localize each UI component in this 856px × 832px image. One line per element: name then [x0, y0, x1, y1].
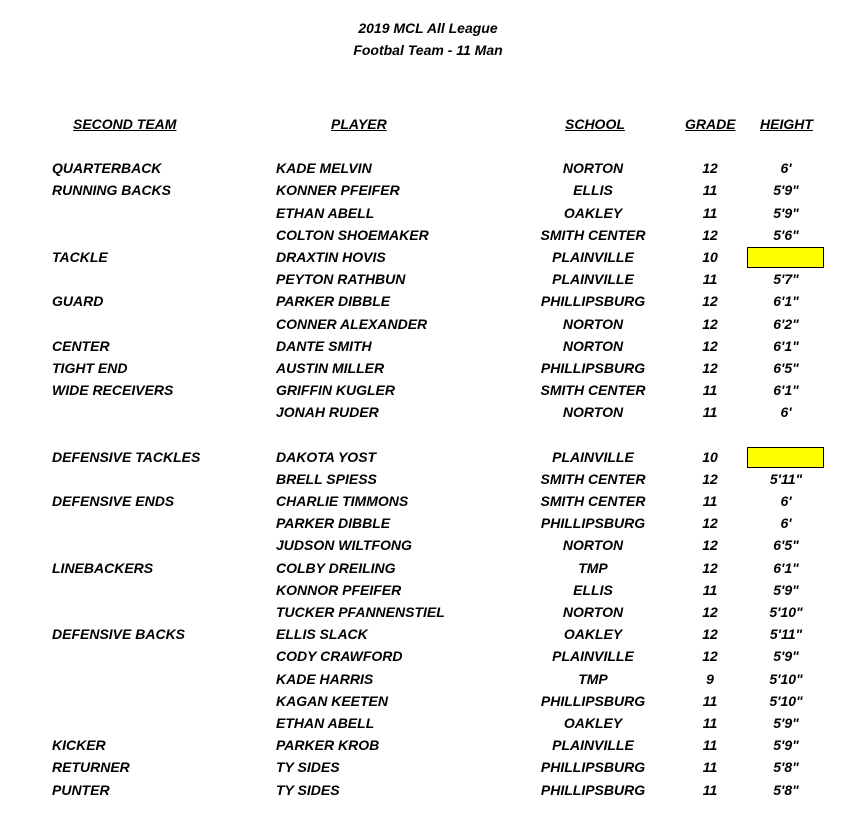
table-row	[0, 313, 856, 335]
table-row	[0, 668, 856, 690]
player-cell: PEYTON RATHBUN	[276, 271, 406, 287]
position-cell: TACKLE	[52, 249, 108, 265]
height-cell: 5'11"	[769, 471, 803, 487]
player-cell: KADE HARRIS	[276, 671, 374, 687]
table-row	[0, 268, 856, 290]
table-row	[0, 446, 856, 468]
grade-cell: 12	[702, 626, 718, 642]
player-cell: ETHAN ABELL	[276, 715, 375, 731]
grade-cell: 12	[702, 515, 718, 531]
player-cell: AUSTIN MILLER	[276, 360, 385, 376]
grade-cell: 12	[702, 293, 718, 309]
height-cell: 6'1"	[773, 560, 799, 576]
height-cell: 5'10"	[769, 671, 803, 687]
height-cell: 5'11"	[769, 626, 803, 642]
player-cell: TY SIDES	[276, 782, 340, 798]
grade-cell: 12	[702, 648, 718, 664]
school-cell: PLAINVILLE	[552, 737, 634, 753]
grade-cell: 11	[702, 404, 718, 420]
header-second-team: SECOND TEAM	[73, 116, 177, 132]
height-cell: 5'10"	[769, 604, 803, 620]
height-cell: 5'9"	[773, 205, 799, 221]
player-cell: BRELL SPIESS	[276, 471, 377, 487]
grade-cell: 12	[702, 316, 718, 332]
table-row	[0, 623, 856, 645]
grade-cell: 12	[702, 537, 718, 553]
grade-cell: 10	[702, 249, 718, 265]
player-cell: PARKER DIBBLE	[276, 293, 391, 309]
school-cell: PHILLIPSBURG	[540, 515, 646, 531]
school-cell: PHILLIPSBURG	[540, 782, 646, 798]
player-cell: JUDSON WILTFONG	[276, 537, 412, 553]
grade-cell: 11	[702, 715, 718, 731]
player-cell: DAKOTA YOST	[276, 449, 377, 465]
position-cell: PUNTER	[52, 782, 110, 798]
table-row	[0, 734, 856, 756]
grade-cell: 11	[702, 782, 718, 798]
school-cell: PLAINVILLE	[552, 648, 634, 664]
player-cell: TY SIDES	[276, 759, 340, 775]
table-row	[0, 224, 856, 246]
table-row	[0, 756, 856, 778]
table-row	[0, 779, 856, 801]
header-school: SCHOOL	[565, 116, 625, 132]
grade-cell: 11	[702, 493, 718, 509]
school-cell: SMITH CENTER	[540, 227, 646, 243]
height-cell: 6'1"	[773, 338, 799, 354]
player-cell: KONNOR PFEIFER	[276, 582, 402, 598]
grade-cell: 12	[702, 471, 718, 487]
player-cell: COLTON SHOEMAKER	[276, 227, 429, 243]
school-cell: OAKLEY	[563, 626, 623, 642]
document-subtitle: Footbal Team - 11 Man	[353, 42, 503, 58]
position-cell: GUARD	[52, 293, 104, 309]
table-row	[0, 512, 856, 534]
table-row	[0, 401, 856, 423]
grade-cell: 11	[702, 271, 718, 287]
player-cell: ETHAN ABELL	[276, 205, 375, 221]
table-row	[0, 357, 856, 379]
position-cell: RETURNER	[52, 759, 130, 775]
highlighted-height-cell	[747, 447, 824, 468]
position-cell: WIDE RECEIVERS	[52, 382, 174, 398]
grade-cell: 12	[702, 360, 718, 376]
school-cell: SMITH CENTER	[540, 382, 646, 398]
position-cell: DEFENSIVE BACKS	[52, 626, 186, 642]
player-cell: DRAXTIN HOVIS	[276, 249, 386, 265]
school-cell: PHILLIPSBURG	[540, 759, 646, 775]
grade-cell: 11	[702, 693, 718, 709]
table-row	[0, 490, 856, 512]
header-height: HEIGHT	[760, 116, 813, 132]
player-cell: CHARLIE TIMMONS	[276, 493, 409, 509]
height-cell: 5'9"	[773, 182, 799, 198]
grade-cell: 11	[702, 205, 718, 221]
height-cell: 6'2"	[773, 316, 799, 332]
height-cell: 5'9"	[773, 715, 799, 731]
school-cell: TMP	[578, 671, 608, 687]
height-cell: 5'7"	[773, 271, 799, 287]
grade-cell: 12	[702, 227, 718, 243]
school-cell: PHILLIPSBURG	[540, 293, 646, 309]
height-cell: 6'1"	[773, 293, 799, 309]
height-cell: 5'6"	[773, 227, 799, 243]
height-cell: 6'	[780, 493, 792, 509]
height-cell: 5'8"	[773, 759, 799, 775]
grade-cell: 11	[702, 382, 718, 398]
height-cell: 5'10"	[769, 693, 803, 709]
school-cell: PHILLIPSBURG	[540, 360, 646, 376]
school-cell: OAKLEY	[563, 205, 623, 221]
height-cell: 5'8"	[773, 782, 799, 798]
table-row	[0, 579, 856, 601]
table-row	[0, 712, 856, 734]
grade-cell: 12	[702, 604, 718, 620]
table-row	[0, 335, 856, 357]
position-cell: KICKER	[52, 737, 106, 753]
table-row	[0, 179, 856, 201]
school-cell: OAKLEY	[563, 715, 623, 731]
table-row	[0, 690, 856, 712]
position-cell: QUARTERBACK	[52, 160, 162, 176]
height-cell: 6'	[780, 404, 792, 420]
school-cell: NORTON	[562, 316, 624, 332]
player-cell: GRIFFIN KUGLER	[276, 382, 395, 398]
school-cell: PLAINVILLE	[552, 449, 634, 465]
position-cell: DEFENSIVE ENDS	[52, 493, 175, 509]
table-row	[0, 534, 856, 556]
height-cell: 6'	[780, 515, 792, 531]
header-player: PLAYER	[331, 116, 387, 132]
player-cell: CODY CRAWFORD	[276, 648, 403, 664]
school-cell: PHILLIPSBURG	[540, 693, 646, 709]
position-cell: TIGHT END	[52, 360, 128, 376]
table-row	[0, 246, 856, 268]
table-row	[0, 557, 856, 579]
player-cell: KAGAN KEETEN	[276, 693, 389, 709]
table-row	[0, 202, 856, 224]
grade-cell: 11	[702, 759, 718, 775]
position-cell: DEFENSIVE TACKLES	[52, 449, 201, 465]
player-cell: COLBY DREILING	[276, 560, 396, 576]
school-cell: NORTON	[562, 404, 624, 420]
table-row	[0, 645, 856, 667]
position-cell: LINEBACKERS	[52, 560, 154, 576]
grade-cell: 11	[702, 737, 718, 753]
position-cell: RUNNING BACKS	[52, 182, 171, 198]
table-row	[0, 290, 856, 312]
school-cell: SMITH CENTER	[540, 471, 646, 487]
player-cell: ELLIS SLACK	[276, 626, 368, 642]
height-cell: 6'5"	[773, 360, 799, 376]
table-row	[0, 379, 856, 401]
height-cell: 5'9"	[773, 582, 799, 598]
school-cell: ELLIS	[573, 582, 613, 598]
school-cell: ELLIS	[573, 182, 613, 198]
grade-cell: 12	[702, 560, 718, 576]
player-cell: TUCKER PFANNENSTIEL	[276, 604, 445, 620]
player-cell: JONAH RUDER	[276, 404, 379, 420]
player-cell: CONNER ALEXANDER	[276, 316, 428, 332]
school-cell: NORTON	[562, 537, 624, 553]
grade-cell: 12	[702, 338, 718, 354]
table-row	[0, 157, 856, 179]
school-cell: TMP	[578, 560, 608, 576]
grade-cell: 11	[702, 182, 718, 198]
player-cell: KADE MELVIN	[276, 160, 372, 176]
document-title: 2019 MCL All League	[358, 20, 498, 36]
table-row	[0, 601, 856, 623]
height-cell: 6'	[780, 160, 792, 176]
height-cell: 5'9"	[773, 648, 799, 664]
school-cell: PLAINVILLE	[552, 271, 634, 287]
grade-cell: 12	[702, 160, 718, 176]
height-cell: 6'5"	[773, 537, 799, 553]
player-cell: KONNER PFEIFER	[276, 182, 400, 198]
grade-cell: 10	[702, 449, 718, 465]
table-row	[0, 468, 856, 490]
player-cell: PARKER DIBBLE	[276, 515, 391, 531]
school-cell: NORTON	[562, 338, 624, 354]
highlighted-height-cell	[747, 247, 824, 268]
player-cell: PARKER KROB	[276, 737, 380, 753]
school-cell: SMITH CENTER	[540, 493, 646, 509]
school-cell: NORTON	[562, 160, 624, 176]
player-cell: DANTE SMITH	[276, 338, 372, 354]
school-cell: NORTON	[562, 604, 624, 620]
position-cell: CENTER	[52, 338, 110, 354]
school-cell: PLAINVILLE	[552, 249, 634, 265]
height-cell: 6'1"	[773, 382, 799, 398]
grade-cell: 9	[706, 671, 714, 687]
height-cell: 5'9"	[773, 737, 799, 753]
grade-cell: 11	[702, 582, 718, 598]
header-grade: GRADE	[685, 116, 736, 132]
